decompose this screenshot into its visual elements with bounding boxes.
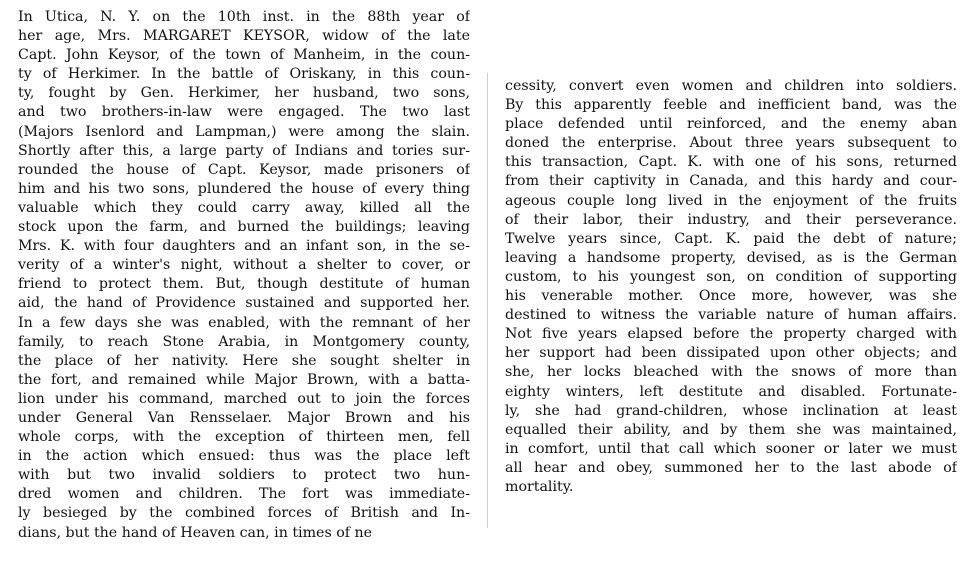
text-line: her support had been dissipated upon other objects; and	[505, 345, 957, 362]
text-line: Mrs. K. with four daughters and an infant son, in the se-	[18, 238, 470, 255]
text-line: mortality.	[505, 478, 574, 495]
text-line: lion under his command, marched out to join the forces	[18, 390, 470, 407]
text-line: equalled their ability, and by them she was maintained,	[505, 421, 957, 438]
text-line: dians, but the hand of Heaven can, in times of ne	[18, 524, 373, 541]
text-line: By this apparently feeble and inefficient band, was the	[505, 97, 957, 114]
text-line: family, to reach Stone Arabia, in Montgomery county,	[18, 333, 470, 350]
article-column-right	[505, 77, 957, 497]
text-line: of their labor, their industry, and their perseverance.	[505, 211, 957, 228]
text-line: In Utica, N. Y. on the 10th inst. in the 88th year of	[18, 9, 470, 25]
text-line: whole corps, with the exception of thirteen men, fell	[18, 429, 470, 446]
text-line: eighty winters, left destitute and disabled. Fortunate-	[505, 383, 957, 400]
text-line: her age, Mrs. MARGARET KEYSOR, widow of the late	[18, 28, 470, 45]
text-line: In a few days she was enabled, with the remnant of her	[18, 314, 470, 331]
text-line: custom, to his youngest son, on condition of supporting	[505, 268, 957, 285]
text-line: aid, the hand of Providence sustained and supported her.	[18, 295, 470, 312]
text-line: rounded the house of Capt. Keysor, made prisoners of	[18, 161, 470, 178]
column-divider	[487, 73, 488, 528]
text-line: Twelve years since, Capt. K. paid the debt of nature;	[505, 230, 957, 247]
text-line: and two brothers-in-law were engaged. The two last	[18, 104, 470, 121]
text-line: doned the enterprise. About three years subsequent to	[505, 135, 957, 152]
text-line: Shortly after this, a large party of Indians and tories sur-	[18, 142, 470, 159]
text-line: ty, fought by Gen. Herkimer, her husband, two sons,	[18, 85, 470, 102]
text-line: ageous couple long lived in the enjoyment of the fruits	[505, 192, 957, 209]
text-line: ty of Herkimer. In the battle of Oriskany, in this coun-	[18, 66, 470, 83]
text-line: all hear and obey, summoned her to the last abode of	[505, 459, 957, 476]
text-line: the place of her nativity. Here she sought shelter in	[18, 352, 470, 369]
text-line: in the action which ensued: thus was the place left	[18, 448, 470, 465]
text-line: under General Van Rensselaer. Major Brown and his	[18, 409, 470, 426]
text-line: cessity, convert even women and children into soldiers.	[505, 78, 957, 94]
text-line: with but two invalid soldiers to protect two hun-	[18, 467, 470, 484]
text-line: destined to witness the variable nature of human affairs.	[505, 307, 957, 324]
text-line: the fort, and remained while Major Brown, with a batta-	[18, 371, 470, 388]
text-line: she, her locks bleached with the snows of more than	[505, 364, 957, 381]
text-line: him and his two sons, plundered the house of every thing	[18, 180, 470, 197]
text-line: (Majors Isenlord and Lampman,) were among the slain.	[18, 123, 470, 140]
text-line: dred women and children. The fort was immediate-	[18, 486, 470, 503]
text-line: Not five years elapsed before the property charged with	[505, 326, 957, 343]
text-line: leaving a handsome property, devised, as is the German	[505, 249, 957, 266]
text-line: this transaction, Capt. K. with one of his sons, returned	[505, 154, 957, 171]
text-line: stock upon the farm, and burned the buildings; leaving	[18, 219, 470, 236]
text-line: valuable which they could carry away, killed all the	[18, 199, 470, 216]
text-line: Capt. John Keysor, of the town of Manheim, in the coun-	[18, 47, 470, 64]
text-line: in comfort, until that call which sooner or later we must	[505, 440, 957, 457]
text-line: verity of a winter's night, without a shelter to cover, or	[18, 257, 470, 274]
text-line: from their captivity in Canada, and this hardy and cour-	[505, 173, 957, 190]
text-line: ly besieged by the combined forces of British and In-	[18, 505, 470, 522]
text-line: friend to protect them. But, though destitute of human	[18, 276, 470, 293]
text-line: his venerable mother. Once more, however, was she	[505, 288, 957, 305]
text-line: place defended until reinforced, and the enemy aban	[505, 116, 957, 133]
article-column-left	[18, 8, 470, 543]
text-line: ly, she had grand-children, whose inclination at least	[505, 402, 957, 419]
